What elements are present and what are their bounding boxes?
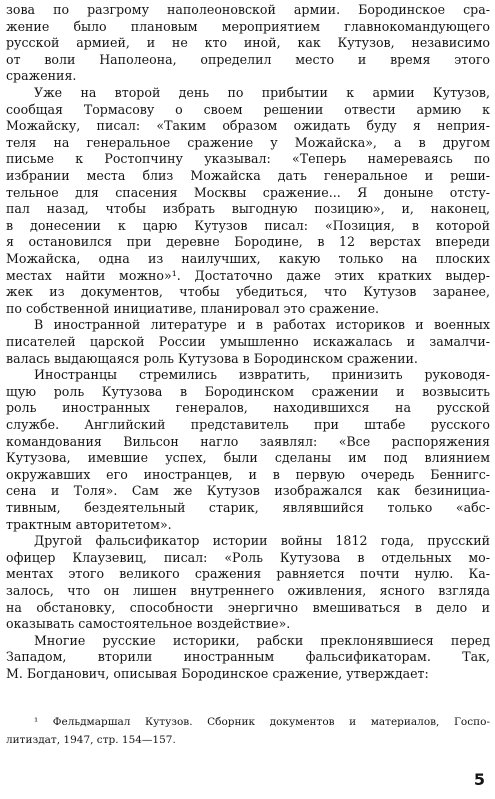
text-line: Уже на второй день по прибытии к армии Кутузов, bbox=[34, 85, 490, 100]
footnote-line: ¹ Фельдмаршал Кутузов. Сборник документов и материалов, Госпо- bbox=[34, 716, 490, 728]
text-line: тельное для спасения Москвы сражение... Я доныне отсту- bbox=[6, 184, 490, 200]
text-line: Иностранцы стремились извратить, принизить руководя- bbox=[34, 367, 490, 383]
text-line: сена и Толя». Сам же Кутузов изображался как безинициа- bbox=[6, 483, 490, 499]
text-line: пал назад, чтобы избрать выгодную позицию», и, наконец, bbox=[6, 201, 490, 217]
text-line: Многие русские историки, рабски преклонявшиеся перед bbox=[34, 632, 490, 648]
text-line: Кутузова, имевшие успех, были сделаны им под влиянием bbox=[6, 450, 490, 466]
text-line: по собственной инициативе, планировал это сражение. bbox=[6, 300, 380, 316]
text-line: залось, что он лишен внутреннего оживления, ясного взгляда bbox=[6, 583, 490, 598]
text-line: от воли Наполеона, определил место и время этого bbox=[6, 51, 490, 67]
text-line: сражения. bbox=[6, 68, 77, 84]
text-line: оказывать самостоятельное воздействие». bbox=[6, 616, 291, 632]
text-line: я остановился при деревне Бородине, в 12 верстах впереди bbox=[6, 234, 490, 250]
text-line: жек из документов, чтобы убедиться, что Кутузов заранее, bbox=[6, 284, 490, 300]
text-line: русской армией, и не кто иной, как Кутузов, независимо bbox=[6, 35, 490, 51]
text-line: жение было плановым мероприятием главнокомандующего bbox=[6, 18, 490, 34]
footnote-line: литиздат, 1947, стр. 154—157. bbox=[6, 734, 176, 746]
text-line: писателей царской России умышленно искажалась и замалчи- bbox=[6, 334, 490, 349]
page-number: 5 bbox=[473, 770, 485, 789]
text-line: сообщая Тормасову о своем решении отвести армию к bbox=[6, 101, 490, 117]
text-line: валась выдающаяся роль Кутузова в Бородинском сражении. bbox=[6, 350, 418, 366]
text-line: теля на генеральное сражение у Можайска», а в другом bbox=[6, 134, 490, 150]
text-line: офицер Клаузевиц, писал: «Роль Кутузова в отдельных мо- bbox=[6, 549, 490, 565]
text-line: Другой фальсификатор истории войны 1812 года, прусский bbox=[34, 533, 490, 549]
text-line: М. Богданович, описывая Бородинское сражение, утверждает: bbox=[6, 666, 429, 681]
text-line: Западом, вторили иностранным фальсификаторам. Так, bbox=[6, 649, 490, 665]
text-line: избрании места близ Можайска дать генеральное и реши- bbox=[6, 168, 490, 183]
text-line: командования Вильсон нагло заявлял: «Все распоряжения bbox=[6, 433, 490, 449]
text-line: Можайску, писал: «Таким образом ожидать буду я неприя- bbox=[6, 118, 490, 134]
text-line: в донесении к царю Кутузов писал: «Позиция, в которой bbox=[6, 217, 490, 233]
text-line: щую роль Кутузова в Бородинском сражении и возвысить bbox=[6, 383, 490, 399]
text-line: Можайска, одна из наилучших, какую только на плоских bbox=[6, 251, 490, 266]
text-line: роль иностранных генералов, находившихся на русской bbox=[6, 400, 490, 416]
text-line: окружавших его иностранцев, и в первую очередь Беннигс- bbox=[6, 466, 490, 482]
text-line: службе. Английский представитель при штабе русского bbox=[6, 417, 490, 432]
text-line: письме к Ростопчину указывал: «Теперь намереваясь по bbox=[6, 151, 490, 167]
text-line: зова по разгрому наполеоновской армии. Бородинское сра- bbox=[6, 2, 490, 17]
text-line: трактным авторитетом». bbox=[6, 516, 172, 532]
text-line: местах найти можно»¹. Достаточно даже этих кратких выдер- bbox=[6, 267, 490, 283]
text-line: тивным, бездеятельный старик, являвшийся только «абс- bbox=[6, 500, 490, 515]
text-line: на обстановку, способности энергично вмешиваться в дело и bbox=[6, 599, 490, 615]
text-line: ментах этого великого сражения равняется почти нулю. Ка- bbox=[6, 566, 490, 582]
text-line: В иностранной литературе и в работах историков и военных bbox=[34, 317, 490, 333]
